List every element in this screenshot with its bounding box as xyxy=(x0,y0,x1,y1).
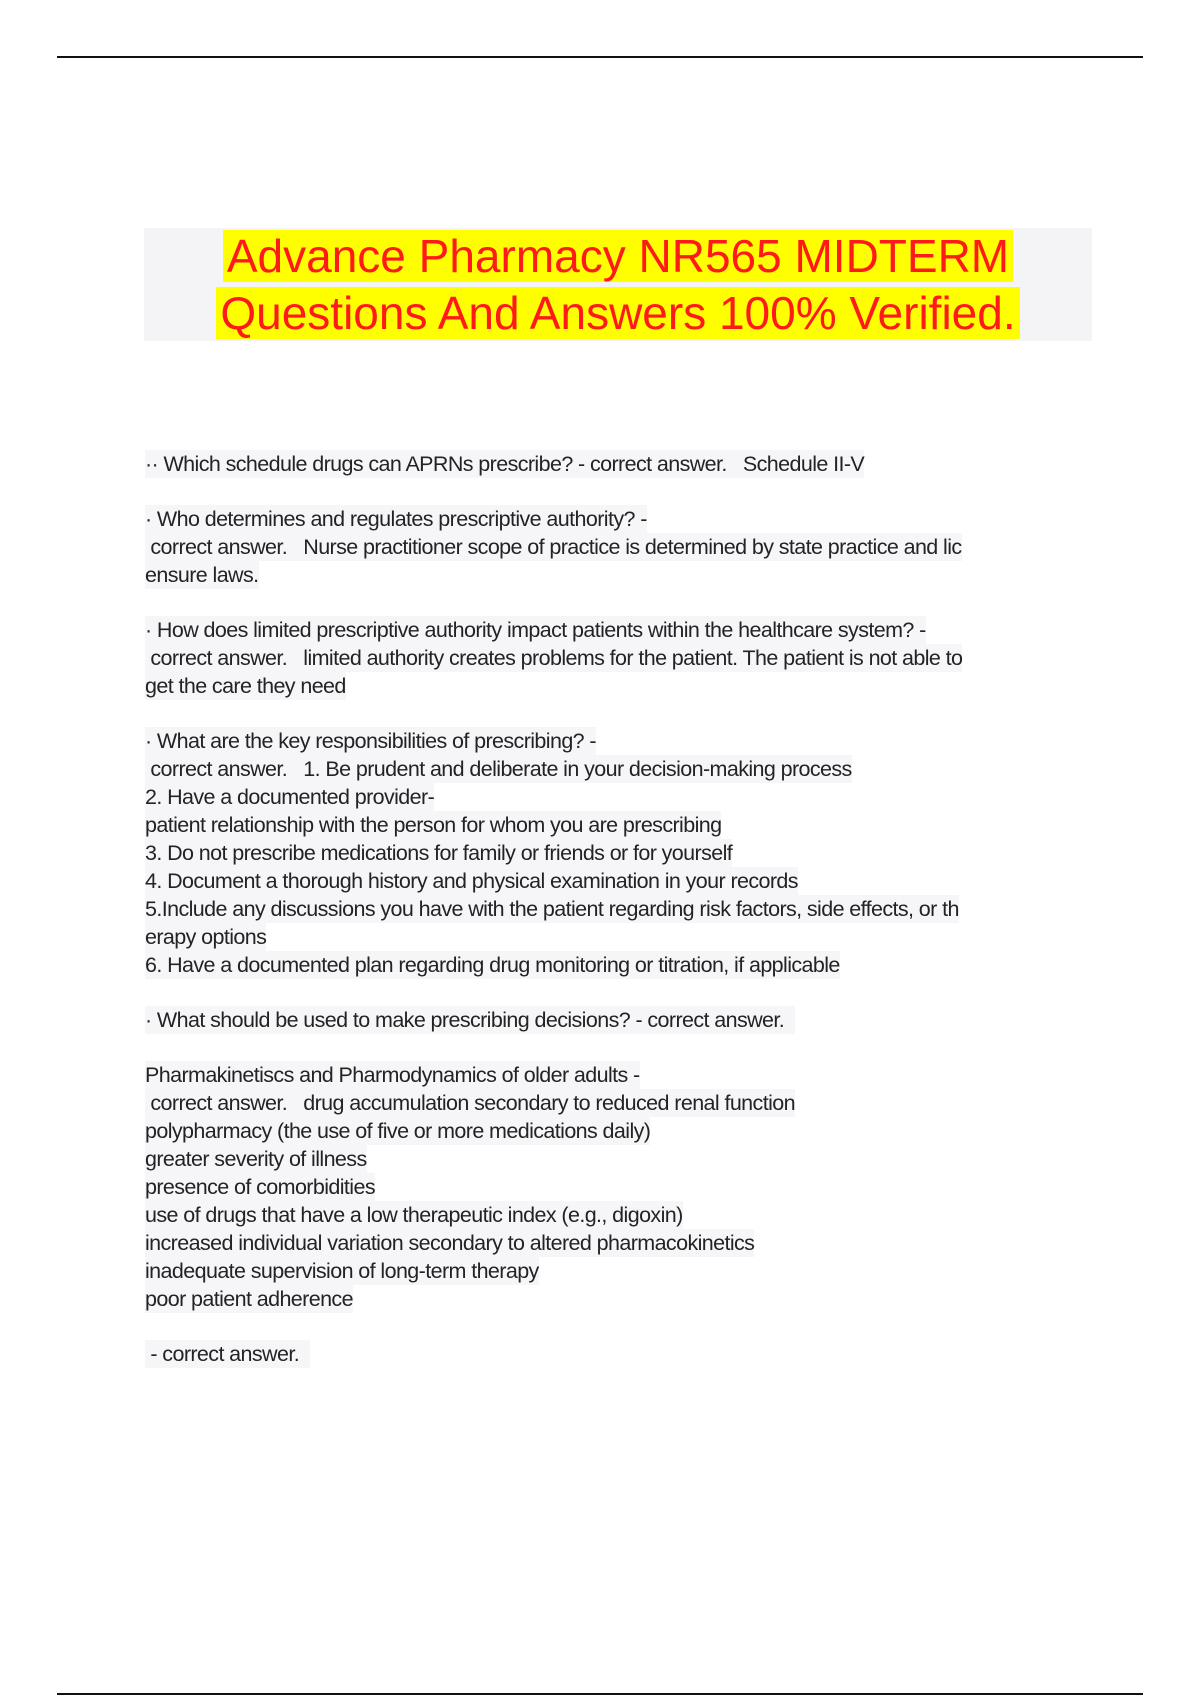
text-line: patient relationship with the person for whom you are prescribing xyxy=(145,813,722,837)
text-line: get the care they need xyxy=(145,674,346,698)
text-line: presence of comorbidities xyxy=(145,1175,375,1199)
text-line: inadequate supervision of long-term therapy xyxy=(145,1259,539,1283)
text-line: correct answer. limited authority creates problems for the patient. The patient is not able to xyxy=(145,646,963,670)
text-line: erapy options xyxy=(145,925,267,949)
qa-block xyxy=(145,616,1085,700)
qa-content xyxy=(145,450,1085,1395)
text-line: · What should be used to make prescribing decisions? - correct answer. xyxy=(145,1008,795,1032)
text-line: · Who determines and regulates prescriptive authority? - xyxy=(145,507,647,531)
text-line: ensure laws. xyxy=(145,563,259,587)
title-line-2: Questions And Answers 100% Verified. xyxy=(216,287,1019,339)
text-line: correct answer. Nurse practitioner scope of practice is determined by state practice and lic xyxy=(145,535,962,559)
text-line: - correct answer. xyxy=(145,1342,310,1366)
text-line: polypharmacy (the use of five or more medications daily) xyxy=(145,1119,651,1143)
qa-block xyxy=(145,1340,1085,1368)
text-line: increased individual variation secondary to altered pharmacokinetics xyxy=(145,1231,755,1255)
bottom-rule xyxy=(57,1693,1143,1695)
text-line: 6. Have a documented plan regarding drug monitoring or titration, if applicable xyxy=(145,953,840,977)
qa-block xyxy=(145,727,1085,979)
text-line: ·· Which schedule drugs can APRNs prescribe? - correct answer. Schedule II-V xyxy=(145,452,865,476)
text-line: poor patient adherence xyxy=(145,1287,353,1311)
text-line: greater severity of illness xyxy=(145,1147,367,1171)
text-line: Pharmakinetiscs and Pharmodynamics of older adults - xyxy=(145,1063,640,1087)
text-line: 3. Do not prescribe medications for family or friends or for yourself xyxy=(145,841,733,865)
title-line-1: Advance Pharmacy NR565 MIDTERM xyxy=(223,230,1013,282)
text-line: 4. Document a thorough history and physical examination in your records xyxy=(145,869,798,893)
text-line: 2. Have a documented provider- xyxy=(145,785,435,809)
qa-block xyxy=(145,1006,1085,1034)
top-rule xyxy=(57,56,1143,58)
qa-block xyxy=(145,505,1085,589)
qa-block xyxy=(145,1061,1085,1313)
text-line: · What are the key responsibilities of prescribing? - xyxy=(145,729,596,753)
text-line: correct answer. 1. Be prudent and deliberate in your decision-making process xyxy=(145,757,852,781)
text-line: 5.Include any discussions you have with the patient regarding risk factors, side effects, or th xyxy=(145,897,959,921)
document-title xyxy=(144,228,1092,342)
text-line: use of drugs that have a low therapeutic index (e.g., digoxin) xyxy=(145,1203,683,1227)
text-line: correct answer. drug accumulation secondary to reduced renal function xyxy=(145,1091,795,1115)
qa-block xyxy=(145,450,1085,478)
text-line: · How does limited prescriptive authority impact patients within the healthcare system? - xyxy=(145,618,926,642)
